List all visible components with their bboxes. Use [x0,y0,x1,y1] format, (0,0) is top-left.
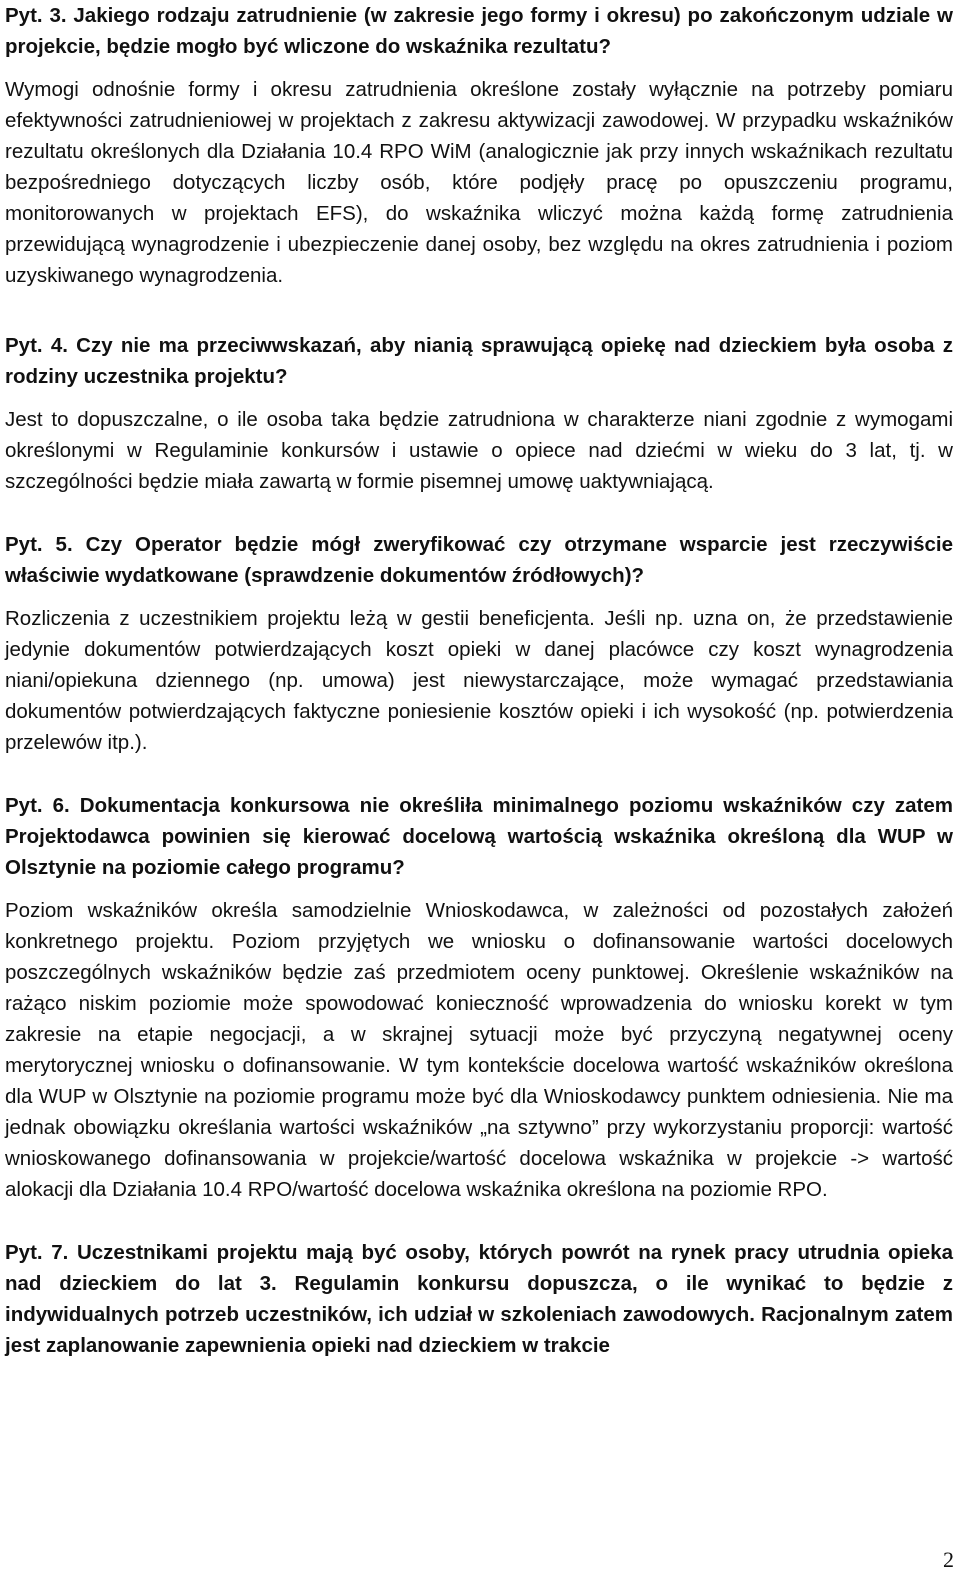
question-7 [5,1237,953,1361]
question-5 [5,529,953,591]
document-page [5,0,953,1361]
question-3 [5,0,953,62]
question-title: Jakiego rodzaju zatrudnienie (w zakresie jego formy i okresu) po zakończonym udziale w projekcie, będzie mogło być wliczone do wskaźnika rezultatu? [5,4,954,58]
page-number: 2 [943,1547,954,1572]
question-title: Czy Operator będzie mógł zweryfikować czy otrzymane wsparcie jest rzeczywiście właściwie wydatkowane (sprawdzenie dokumentów źródłowych)? [5,533,954,587]
question-title: Czy nie ma przeciwwskazań, aby nianią sprawującą opiekę nad dzieckiem była osoba z rodziny uczestnika projektu? [5,334,953,388]
answer-3: Wymogi odnośnie formy i okresu zatrudnienia określone zostały wyłącznie na potrzeby pomiaru efektywności zatrudnieniowej w projektach z zakresu aktywizacji zawodowej. W przypadku wskaźników rezultatu określonych dla Działania 10.4 RPO WiM (analogicznie jak przy innych wskaźnikach rezultatu bezpośredniego dotyczących liczby osób, które podjęły pracę po opuszczeniu programu, monitorowanych w projektach EFS), do wskaźnika wliczyć można każdą formę zatrudnienia przewidującą wynagrodzenie i ubezpieczenie danej osoby, bez względu na okres zatrudnienia i poziom uzyskiwanego wynagrodzenia. [5,78,953,287]
question-title: Uczestnikami projektu mają być osoby, których powrót na rynek pracy utrudnia opieka nad dzieckiem do lat 3. Regulamin konkursu dopuszcza, o ile wynikać to będzie z indywidualnych potrzeb uczestników, ich udział w szkoleniach zawodowych. Racjonalnym zatem jest zaplanowanie zapewnienia opieki nad dzieckiem w trakcie [5,1241,954,1357]
answer-4: Jest to dopuszczalne, o ile osoba taka będzie zatrudniona w charakterze niani zgodnie z wymogami określonymi w Regulaminie konkursów i ustawie o opiece nad dziećmi w wieku do 3 lat, tj. w szczególności będzie miała zawartą w formie pisemnej umowę uaktywniającą. [5,408,953,493]
question-4 [5,330,953,392]
answer-6: Poziom wskaźników określa samodzielnie Wnioskodawca, w zależności od pozostałych założeń konkretnego projektu. Poziom przyjętych we wniosku o dofinansowanie wartości docelowych poszczególnych wskaźników będzie zaś przedmiotem oceny punktowej. Określenie wskaźników na rażąco niskim poziomie może spowodować konieczność wprowadzenia do wniosku korekt w tym zakresie na etapie negocjacji, a w skrajnej sytuacji może być przyczyną negatywnej oceny merytorycznej wniosku o dofinansowanie. W tym kontekście docelowa wartość wskaźników określona dla WUP w Olsztynie na poziomie programu może być dla Wnioskodawcy punktem odniesienia. Nie ma jednak obowiązku określania wartości wskaźników „na sztywno” przy wykorzystaniu proporcji: wartość wnioskowanego dofinansowania w projekcie/wartość docelowa wskaźnika w projekcie -> wartość alokacji dla Działania 10.4 RPO/wartość docelowa wskaźnika określona na poziomie RPO. [5,899,953,1201]
answer-5: Rozliczenia z uczestnikiem projektu leżą w gestii beneficjenta. Jeśli np. uzna on, że przedstawienie jedynie dokumentów potwierdzających koszt opieki w danej placówce czy koszt wynagrodzenia niani/opiekuna dziennego (np. umowa) jest niewystarczające, może wymagać przedstawiania dokumentów potwierdzających faktyczne poniesienie kosztów opieki i ich wysokość (np. potwierdzenia przelewów itp.). [5,607,953,754]
question-label: Pyt. 3. [5,4,67,27]
question-label: Pyt. 7. [5,1241,69,1264]
question-6 [5,790,953,883]
question-title: Dokumentacja konkursowa nie określiła minimalnego poziomu wskaźników czy zatem Projektodawca powinien się kierować docelową wartością wskaźnika określoną dla WUP w Olsztynie na poziomie całego programu? [5,794,953,879]
question-label: Pyt. 6. [5,794,70,817]
question-label: Pyt. 5. [5,533,73,556]
question-label: Pyt. 4. [5,334,68,357]
